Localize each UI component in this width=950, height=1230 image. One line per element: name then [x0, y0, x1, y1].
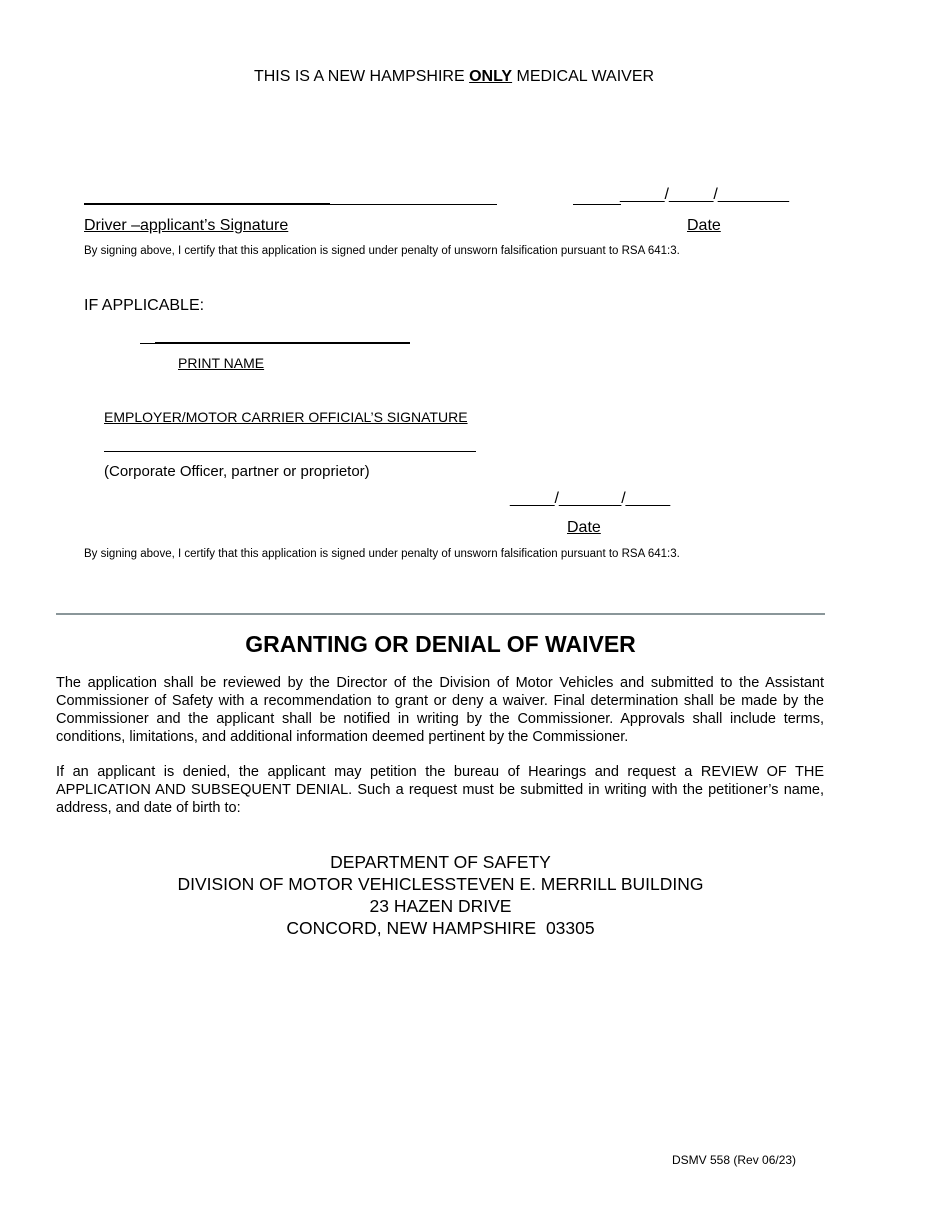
driver-certification: By signing above, I certify that this application is signed under penalty of unsworn falsification pursuant to RSA 641:3. [84, 245, 680, 257]
mailing-address [56, 851, 825, 939]
official-signature-label: EMPLOYER/MOTOR CARRIER OFFICIAL’S SIGNATURE [104, 409, 468, 425]
granting-paragraph-1: The application shall be reviewed by the Director of the Division of Motor Vehicles and submitted to the Assistant Commissioner of Safety with a recommendation to grant or deny a waiver. Final determination shall be made by the Commissioner and the applicant shall be notified in writing by the Commissioner. Approvals shall include terms, conditions, limitations, and additional information deemed pertinent by the Commissioner. [56, 675, 824, 745]
driver-date-label: Date [687, 217, 721, 234]
form-id: DSMV 558 (Rev 06/23) [672, 1153, 797, 1167]
top-notice-suffix: MEDICAL WAIVER [512, 68, 655, 85]
driver-signature-line-bold[interactable] [84, 203, 330, 205]
top-notice [0, 68, 908, 86]
section-divider [56, 613, 825, 615]
address-line-2: DIVISION OF MOTOR VEHICLESSTEVEN E. MERRILL BUILDING [177, 874, 704, 894]
granting-heading: GRANTING OR DENIAL OF WAIVER [245, 631, 636, 657]
official-signature-line[interactable] [104, 451, 476, 452]
official-date-label: Date [567, 519, 601, 536]
print-name-line[interactable] [155, 342, 410, 344]
top-notice-prefix: THIS IS A NEW HAMPSHIRE [253, 68, 470, 85]
print-name-line-lead [140, 343, 156, 344]
driver-signature-line[interactable] [330, 204, 497, 205]
print-name-label: PRINT NAME [178, 355, 265, 371]
address-line-1: DEPARTMENT OF SAFETY [330, 852, 551, 872]
if-applicable-label: IF APPLICABLE: [84, 297, 205, 314]
driver-date-field[interactable]: _____/_____/________ [620, 186, 790, 203]
driver-date-line-lead [573, 204, 621, 205]
driver-signature-label: Driver –applicant’s Signature [84, 217, 289, 234]
address-line-4: CONCORD, NEW HAMPSHIRE 03305 [286, 918, 595, 938]
official-date-field[interactable]: _____/_______/_____ [510, 490, 671, 507]
granting-paragraph-2: If an applicant is denied, the applicant may petition the bureau of Hearings and request a REVIEW OF THE APPLICATION AND SUBSEQUENT DENIAL. Such a request must be submitted in writing with the petitioner’s name, address, and date of birth to: [56, 764, 824, 816]
official-role-label: (Corporate Officer, partner or proprietor) [104, 463, 370, 480]
top-notice-emphasis: ONLY [469, 68, 513, 85]
official-certification: By signing above, I certify that this application is signed under penalty of unsworn falsification pursuant to RSA 641:3. [84, 548, 680, 560]
address-line-3: 23 HAZEN DRIVE [369, 896, 512, 916]
